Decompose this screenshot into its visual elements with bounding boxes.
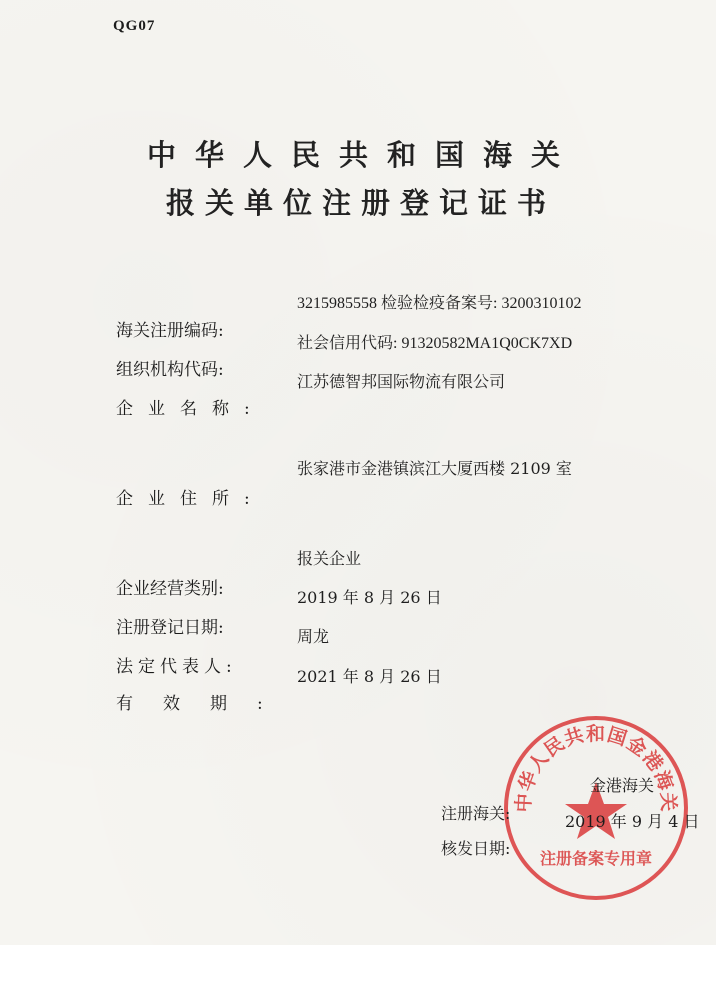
address-value: 张家港市金港镇滨江大厦西楼 2109 室 xyxy=(297,459,572,478)
official-seal xyxy=(500,712,692,904)
business-type-value: 报关企业 xyxy=(297,549,362,568)
address-label: 企业住所: xyxy=(116,489,265,509)
issue-date-value: 2019 年 9 月 4 日 xyxy=(565,812,700,831)
legal-rep-value: 周龙 xyxy=(297,627,330,646)
issue-date-label: 核发日期: xyxy=(441,839,511,858)
form-code: QG07 xyxy=(113,18,156,34)
reg-date-value: 2019 年 8 月 26 日 xyxy=(297,588,442,607)
credit-code: 社会信用代码: 91320582MA1Q0CK7XD xyxy=(297,335,573,352)
title-line-1: 中华人民共和国海关 xyxy=(146,138,579,172)
customs-office-value: 金港海关 xyxy=(590,776,655,795)
customs-code-label: 海关注册编码: xyxy=(116,321,224,341)
seal-bottom-text: 注册备案专用章 xyxy=(539,849,653,868)
seal-arc-text: 中华人民共和国金港海关 xyxy=(512,722,680,813)
company-name-label: 企业名称: xyxy=(116,399,265,419)
valid-until-value: 2021 年 8 月 26 日 xyxy=(297,667,442,686)
scan-margin xyxy=(0,945,716,1000)
business-type-label: 企业经营类别: xyxy=(116,579,224,599)
customs-inspection-codes: 3215985558 检验检疫备案号: 3200310102 xyxy=(297,295,582,312)
customs-office-label: 注册海关: xyxy=(441,804,511,823)
company-name-value: 江苏德智邦国际物流有限公司 xyxy=(297,372,506,391)
legal-rep-label: 法定代表人: xyxy=(116,657,237,677)
reg-date-label: 注册登记日期: xyxy=(116,618,224,638)
org-code-label: 组织机构代码: xyxy=(116,360,224,380)
title-line-2: 报关单位注册登记证书 xyxy=(165,186,556,220)
valid-until-label: 有效期: xyxy=(116,694,293,714)
